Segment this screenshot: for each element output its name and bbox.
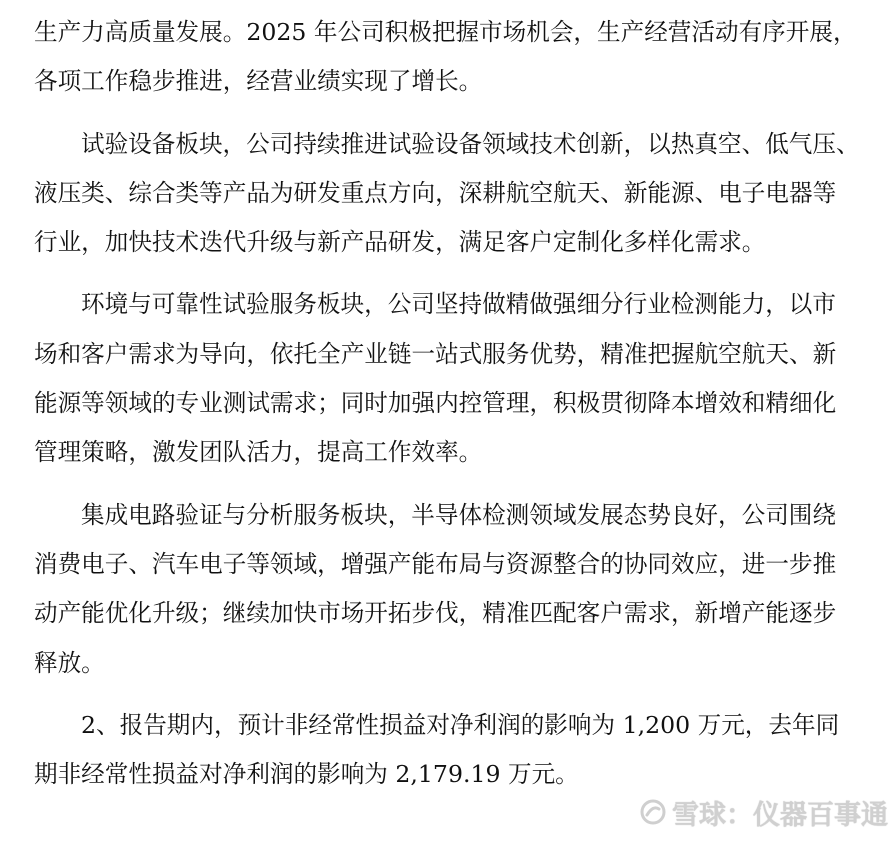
paragraph-4 — [34, 491, 860, 688]
watermark — [640, 790, 888, 834]
text-line: 场和客户需求为导向，依托全产业链一站式服务优势，精准把握航空航天、新 — [34, 339, 837, 368]
text-line: 能源等领域的专业测试需求；同时加强内控管理，积极贯彻降本增效和精细化 — [34, 389, 837, 418]
text-line: 期非经常性损益对净利润的影响为 2,179.19 万元。 — [34, 760, 579, 789]
text-line: 动产能优化升级；继续加快市场开拓步伐，精准匹配客户需求，新增产能逐步 — [34, 599, 837, 628]
text-line: 各项工作稳步推进，经营业绩实现了增长。 — [34, 67, 483, 96]
snowball-logo-icon — [640, 799, 666, 825]
text-line: 生产力高质量发展。2025 年公司积极把握市场机会，生产经营活动有序开展， — [34, 18, 857, 46]
paragraph-5 — [34, 701, 860, 800]
text-line: 集成电路验证与分析服务板块，半导体检测领域发展态势良好，公司围绕 — [81, 500, 836, 529]
watermark-text: 雪球：仪器百事通 — [672, 799, 888, 831]
text-line: 试验设备板块，公司持续推进试验设备领域技术创新，以热真空、低气压、 — [81, 129, 860, 158]
text-line: 行业，加快技术迭代升级与新产品研发，满足客户定制化多样化需求。 — [34, 228, 766, 257]
text-line: 液压类、综合类等产品为研发重点方向，深耕航空航天、新能源、电子电器等 — [34, 178, 837, 207]
text-line: 释放。 — [34, 648, 105, 677]
text-line: 2、报告期内，预计非经常性损益对净利润的影响为 1,200 万元，去年同 — [81, 710, 840, 739]
text-line: 管理策略，激发团队活力，提高工作效率。 — [34, 438, 483, 467]
paragraph-1 — [34, 8, 860, 107]
text-line: 环境与可靠性试验服务板块，公司坚持做精做强细分行业检测能力，以市 — [81, 290, 836, 319]
paragraph-2 — [34, 120, 860, 268]
text-line: 消费电子、汽车电子等领域，增强产能布局与资源整合的协同效应，进一步推 — [34, 549, 837, 578]
document-body — [34, 8, 860, 812]
paragraph-3 — [34, 280, 860, 477]
